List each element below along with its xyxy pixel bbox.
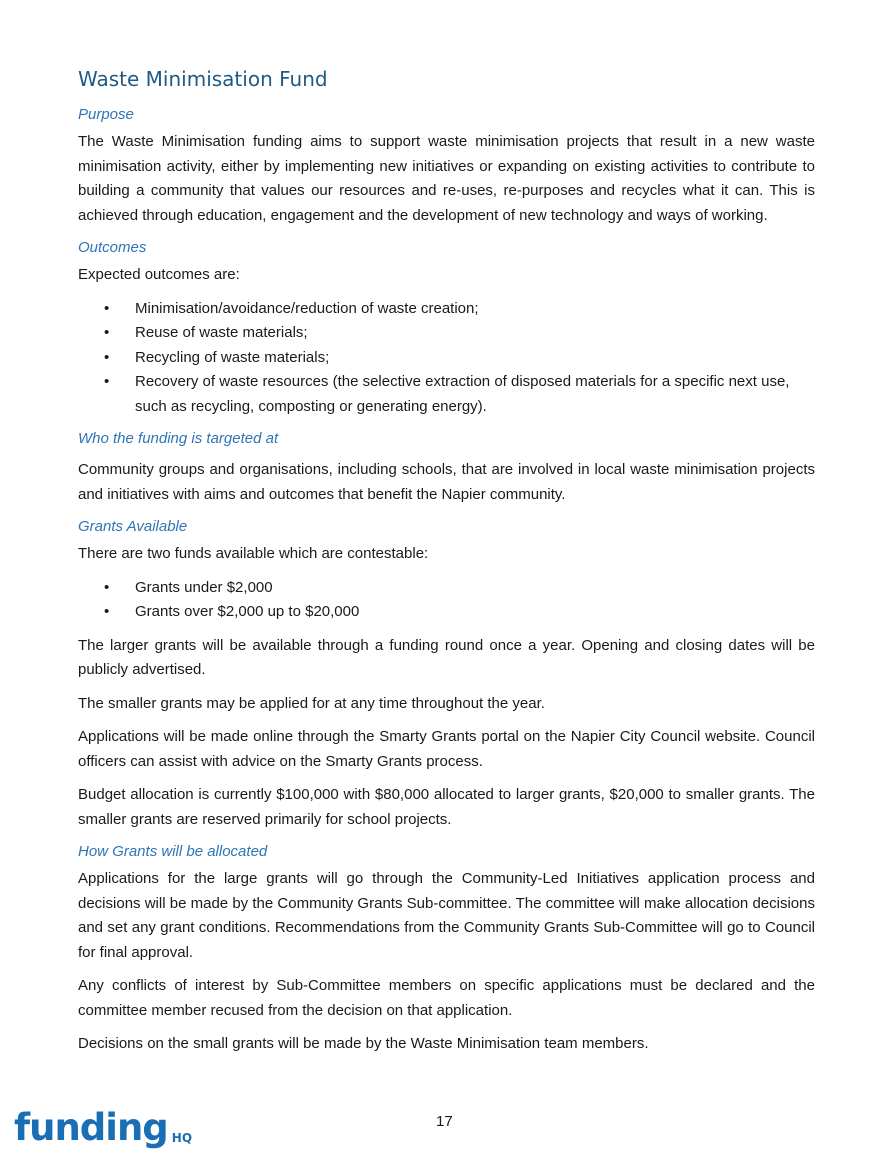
list-item (78, 600, 815, 625)
allocation-paragraph: Decisions on the small grants will be made by the Waste Minimisation team members. (78, 1035, 649, 1052)
list-item-text: Reuse of waste materials; (135, 324, 308, 341)
targeted-heading: Who the funding is targeted at (78, 430, 279, 447)
outcomes-list (78, 297, 815, 420)
logo-superscript: HQ (171, 1131, 193, 1145)
logo-text: funding (14, 1106, 168, 1149)
bullet-icon: • (104, 373, 110, 390)
list-item-text: Grants over $2,000 up to $20,000 (135, 603, 360, 620)
purpose-heading: Purpose (78, 106, 134, 123)
bullet-icon: • (104, 348, 110, 366)
outcomes-intro: Expected outcomes are: (78, 266, 240, 283)
allocation-paragraph: Any conflicts of interest by Sub-Committee members on specific applications must be declared and the committee member recused from the decision on that application. (78, 977, 815, 1019)
list-item (78, 370, 815, 419)
page-number: 17 (436, 1113, 453, 1130)
page-title: Waste Minimisation Fund (78, 67, 328, 91)
bullet-icon: • (104, 299, 110, 317)
grants-paragraph: The larger grants will be available through a funding round once a year. Opening and closing dates will be publicly advertised. (78, 636, 815, 678)
grants-paragraph: Budget allocation is currently $100,000 with $80,000 allocated to larger grants, $20,000 to smaller grants. The smaller grants are reserved primarily for school projects. (78, 786, 815, 828)
bullet-icon: • (104, 324, 110, 341)
purpose-text: The Waste Minimisation funding aims to support waste minimisation projects that result in a new waste minimisation activity, either by implementing new initiatives or expanding on existing activities to contribute to building a community that values our resources and re-uses, re-purposes and recycles what it can. This is achieved through education, engagement and the development of new technology and ways of working. (78, 133, 815, 224)
grants-paragraph: Applications will be made online through the Smarty Grants portal on the Napier City Council website. Council officers can assist with advice on the Smarty Grants process. (78, 728, 815, 770)
list-item-text: Grants under $2,000 (135, 578, 273, 596)
grants-paragraph: The smaller grants may be applied for at any time throughout the year. (78, 694, 545, 712)
allocation-heading: How Grants will be allocated (78, 843, 268, 860)
targeted-text: Community groups and organisations, including schools, that are involved in local waste minimisation projects and initiatives with aims and outcomes that benefit the Napier community. (78, 461, 815, 503)
list-item (78, 346, 815, 371)
allocation-paragraph: Applications for the large grants will go through the Community-Led Initiatives application process and decisions will be made by the Community Grants Sub-committee. The committee will make allocation decisions and set any grant conditions. Recommendations from the Community Grants Sub-Committee will go to Council for final approval. (78, 870, 815, 961)
list-item-text: Recycling of waste materials; (135, 348, 330, 366)
list-item (78, 576, 815, 601)
outcomes-heading: Outcomes (78, 239, 147, 256)
grants-heading: Grants Available (78, 518, 188, 535)
bullet-icon: • (104, 603, 110, 620)
bullet-icon: • (104, 578, 110, 596)
list-item-text: Minimisation/avoidance/reduction of waste creation; (135, 299, 479, 317)
grants-list (78, 576, 815, 625)
list-item (78, 321, 815, 346)
grants-intro: There are two funds available which are contestable: (78, 545, 429, 562)
fundinghq-logo (14, 1106, 192, 1150)
document-page (78, 64, 815, 1066)
list-item (78, 297, 815, 322)
list-item-text: Recovery of waste resources (the selective extraction of disposed materials for a specific next use, such as recycling, composting or generating energy). (135, 373, 790, 415)
